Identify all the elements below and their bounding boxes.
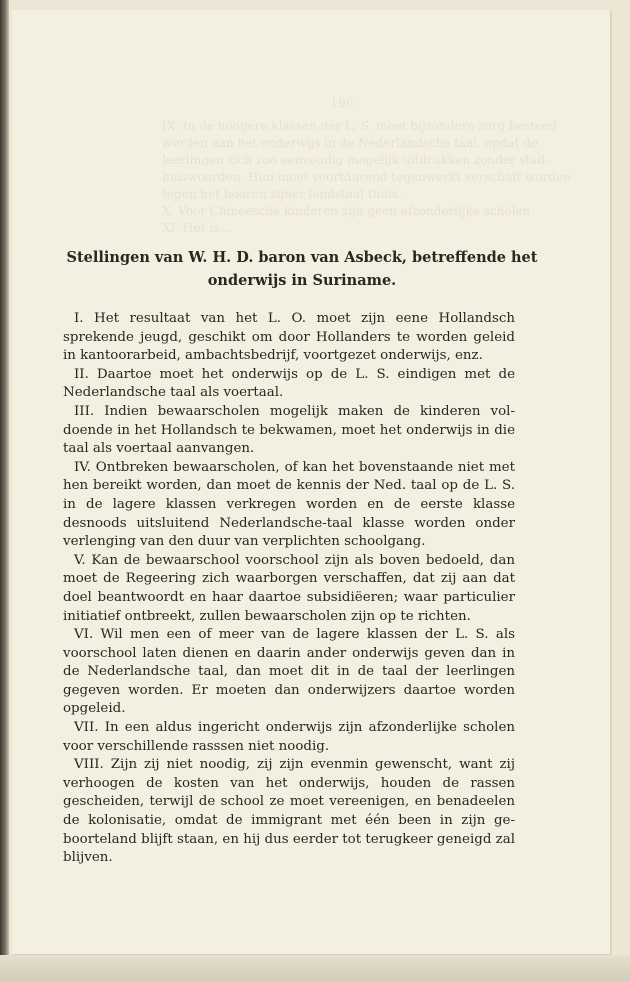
thesis-paragraph: I. Het resultaat van het L. O. moet zijn eene Hollandsch sprekende jeugd, geschikt om door Hollanders te worden geleid in kantoorarbeid, ambachtsbedrijf, voortgezet onderwijs, enz. xyxy=(63,311,515,364)
show-through-line: leerlingen zich zoo eenvoudig mogelijk uitdrukken zonder stad- xyxy=(162,153,550,167)
show-through-line: worden aan het onderwijs in de Nederlandsche taal, opdat de xyxy=(162,136,538,150)
show-through-text xyxy=(162,95,572,237)
show-through-line: huiswoorden. Hun moet voortdurend tegenwerkt verschaft worden xyxy=(162,170,572,184)
show-through-page-number: 196 xyxy=(330,96,354,110)
show-through-line: tegen het hooren zijner landstaal thuis. xyxy=(162,187,402,201)
thesis-paragraph: VI. Wil men een of meer van de lagere klassen der L. S. als voorschool laten dienen en daarin ander onderwijs geven dan in de Nederlandsche taal, dan moet dit in de taal der leerlingen gegeven worden. Er moeten dan onderwijzers daartoe worden opgeleid. xyxy=(63,627,515,717)
thesis-paragraph: VII. In een aldus ingericht onderwijs zijn afzonderlijke scholen voor verschillende rasssen niet noodig. xyxy=(63,720,515,754)
thesis-paragraph: VIII. Zijn zij niet noodig, zij zijn evenmin gewenscht, want zij verhoogen de kosten van het onderwijs, houden de rassen gescheiden, terwijl de school ze moet vereenigen, en benadeelen de kolonisatie, omdat de immigrant met één been in zijn geboorteland blijft staan, en hij dus eerder tot terugkeer geneigd zal blijven. xyxy=(63,757,515,866)
show-through-line: XI. Het is... xyxy=(162,221,231,235)
scan-bottom-margin xyxy=(0,955,630,981)
show-through-line: IX. In de hoogere klassen der L. S. moet bijzondere zorg besteed xyxy=(162,119,557,133)
binding-edge xyxy=(0,0,9,981)
thesis-paragraph: III. Indien bewaarscholen mogelijk maken de kinderen voldoende in het Hollandsch te bekwamen, moet het onderwijs in die taal als voertaal aanvangen. xyxy=(63,403,515,457)
thesis-paragraph: IV. Ontbreken bewaarscholen, of kan het bovenstaande niet met hen bereikt worden, dan moet de kennis der Ned. taal op de L. S. in de lagere klassen verkregen worden en de eerste klasse desnoods uitsluitend Nederlandsche-taal klasse worden onder verlenging van den duur van verplichten schoolgang. xyxy=(63,459,515,550)
thesis-paragraph: II. Daartoe moet het onderwijs op de L. S. eindigen met de Nederlandsche taal als voertaal. xyxy=(63,366,515,401)
document-title: Stellingen van W. H. D. baron van Asbeck, betreffende het onderwijs in Suriname. xyxy=(66,249,538,289)
show-through-line: X. Voor Chineesche kinderen zijn geen afzonderlijke scholen xyxy=(162,204,531,218)
thesis-paragraph: V. Kan de bewaarschool voorschool zijn als boven bedoeld, dan moet de Regeering zich waarborgen verschaffen, dat zij aan dat doel beantwoordt en haar daartoe subsidiëeren; waar particulier initiatief ontbreekt, zullen bewaarscholen zijn op te richten. xyxy=(63,552,515,624)
theses-list xyxy=(63,310,515,868)
